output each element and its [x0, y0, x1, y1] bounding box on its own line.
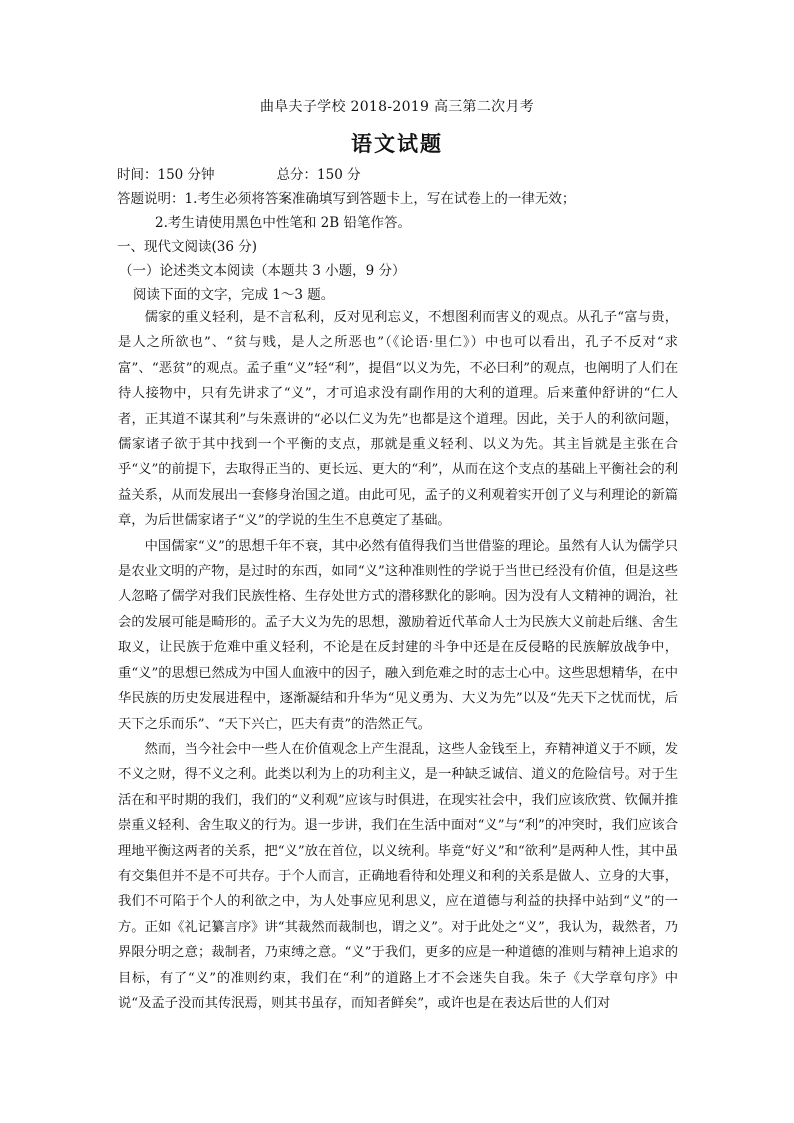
reading-prompt: 阅读下面的文字，完成 1～3 题。 [133, 287, 335, 303]
passage-body-continued [118, 915, 678, 1017]
section-heading: 一、现代文阅读(36 分) [117, 239, 258, 255]
instruction-line-1: 答题说明：1.考生必须将答案准确填写到答题卡上，写在试卷上的一律无效； [117, 191, 576, 207]
exam-time: 时间：150 分钟 [117, 167, 215, 183]
subject-title: 语文试题 [351, 131, 443, 156]
passage-paragraph: 然而，当今社会中一些人在价值观念上产生混乱，这些人金钱至上，弃精神道义于不顾，发不义之财，得不义之利。此类以利为上的功利主义，是一种缺乏诚信、道义的危险信号。对于生活在和平时期的我们，我们的“义利观”应该与时俱进，在现实社会中，我们应该欣赏、钦佩并推崇重义轻利、舍生取义的行为。退一步讲，我们在生活中面对“义”与“利”的冲突时，我们应该合理地平衡这两者的关系，把“义”放在首位，以义统利。毕竟“好义”和“欲利”是两种人性，其中虽有交集但并不是不可共存。于个人而言，正确地看待和处理义和利的关系是做人、立身的大事，我们不可陷于个人的利欲之中，为人处事应见利思义，应在道德与利益的抉择中站到“义”的一方。 [118, 741, 678, 935]
section-subheading: （一）论述类文本阅读（本题共 3 小题，9 分） [119, 263, 406, 279]
passage-paragraph: 正如《礼记纂言序》讲“其裁然而裁制也，谓之义”。对于此处之“义”，我认为，裁然者，乃界限分明之意；裁制者，乃束缚之意。“义”于我们，更多的应是一种道德的准则与精神上追求的目标，有了“义”的准则约束，我们在“利”的道路上才不会迷失自我。朱子《大学章句序》中说“及孟子没而其传泯焉，则其书虽存，而知者鲜矣”，或许也是在表达后世的人们对 [118, 920, 678, 1012]
exam-total-score: 总分：150 分 [276, 167, 361, 183]
passage-paragraph: 中国儒家“义”的思想千年不衰，其中必然有值得我们当世借鉴的理论。虽然有人认为儒学只是农业文明的产物，是过时的东西，如同“义”这种准则性的学说于当世已经没有价值，但是这些人忽略了儒学对我们民族性格、生存处世方式的潜移默化的影响。因为没有人文精神的调治，社会的发展可能是畸形的。孟子大义为先的思想，激励着近代革命人士为民族大义前赴后继、舍生取义，让民族于危难中重义轻利，不论是在反封建的斗争中还是在反侵略的民族解放战争中，重“义”的思想已然成为中国人血液中的因子，融入到危难之时的志士心中。这些思想精华，在中华民族的历史发展进程中，逐渐凝结和升华为“见义勇为、大义为先”以及“先天下之忧而忧，后天下之乐而乐”、“天下兴亡，匹夫有责”的浩然正气。 [118, 538, 678, 732]
exam-meta [117, 163, 361, 183]
passage-paragraph: 儒家的重义轻利，是不言私利，反对见利忘义，不想图利而害义的观点。从孔子“富与贵，是人之所欲也”、“贫与贱，是人之所恶也”（《论语·里仁》）中也可以看出，孔子不反对“求富”、“恶贫”的观点。孟子重“义”轻“利”，提倡“以义为先，不必曰利”的观点，也阐明了人们在待人接物中，只有先讲求了“义”，才可追求没有副作用的大利的道理。后来董仲舒讲的“仁人者，正其道不谋其利”与朱熹讲的“必以仁义为先”也都是这个道理。因此，关于人的利欲问题，儒家诸子欲于其中找到一个平衡的支点，那就是重义轻利、以义为先。其主旨就是主张在合乎“义”的前提下，去取得正当的、更长远、更大的“利”，从而在这个支点的基础上平衡社会的利益关系，从而发展出一套修身治国之道。由此可见，孟子的义利观着实开创了义与利理论的新篇章，为后世儒家诸子“义”的学说的生生不息奠定了基础。 [118, 310, 678, 529]
instruction-line-2: 2.考生请使用黑色中性笔和 2B 铅笔作答。 [155, 215, 411, 231]
passage-body [118, 305, 678, 940]
exam-header-line: 曲阜夫子学校 2018-2019 高三第二次月考 [259, 99, 535, 115]
